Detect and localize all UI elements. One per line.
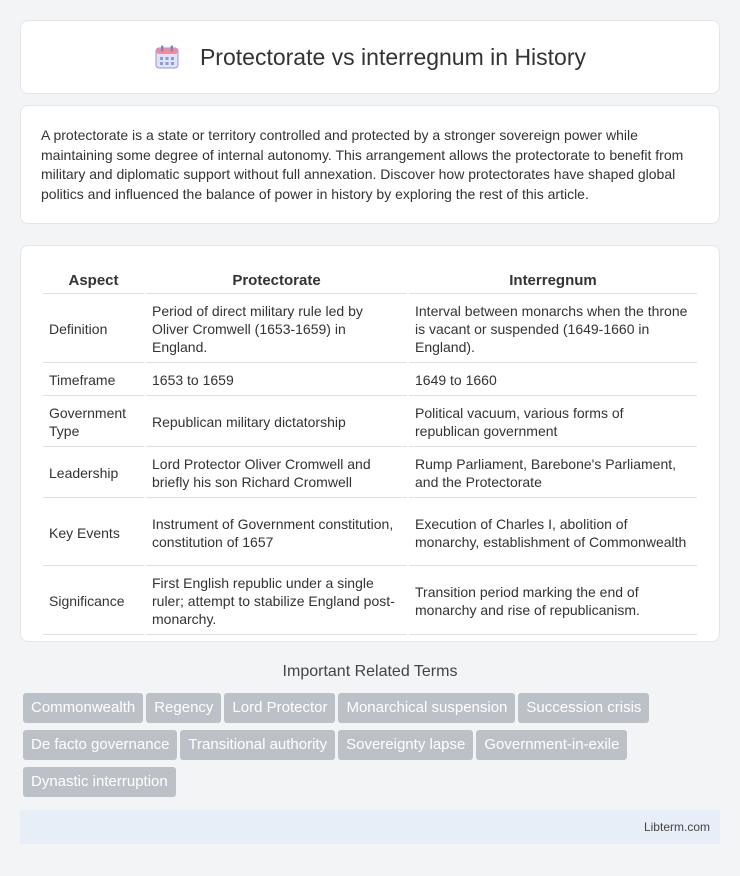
cell-interregnum: Transition period marking the end of monarchy and rise of republicanism. bbox=[409, 568, 697, 635]
cell-protectorate: 1653 to 1659 bbox=[146, 365, 407, 396]
header-protectorate: Protectorate bbox=[146, 268, 407, 294]
table-row bbox=[43, 500, 697, 566]
cell-interregnum: Rump Parliament, Barebone's Parliament, and the Protectorate bbox=[409, 449, 697, 498]
cell-aspect: Significance bbox=[43, 568, 144, 635]
header-interregnum: Interregnum bbox=[409, 268, 697, 294]
table-row bbox=[43, 296, 697, 363]
related-term-tag[interactable]: Transitional authority bbox=[180, 730, 335, 760]
page-header bbox=[20, 20, 720, 94]
cell-protectorate: Republican military dictatorship bbox=[146, 398, 407, 447]
table-row bbox=[43, 398, 697, 447]
cell-aspect: Timeframe bbox=[43, 365, 144, 396]
comparison-card bbox=[20, 245, 720, 642]
related-term-tag[interactable]: De facto governance bbox=[23, 730, 177, 760]
comparison-table bbox=[41, 266, 699, 637]
page-footer bbox=[20, 810, 720, 844]
table-row bbox=[43, 365, 697, 396]
related-terms-list bbox=[20, 693, 720, 804]
table-row bbox=[43, 449, 697, 498]
related-term-tag[interactable]: Lord Protector bbox=[224, 693, 335, 723]
intro-text: A protectorate is a state or territory controlled and protected by a stronger sovereign power while maintaining some degree of internal autonomy. This arrangement allows the protectorate to benefit from military and diplomatic support without full annexation. Discover how protectorates have shaped global politics and influenced the balance of power in history by exploring the rest of this article. bbox=[41, 127, 684, 202]
related-term-tag[interactable]: Dynastic interruption bbox=[23, 767, 176, 797]
header-aspect: Aspect bbox=[43, 268, 144, 294]
cell-aspect: Definition bbox=[43, 296, 144, 363]
cell-interregnum: Political vacuum, various forms of republican government bbox=[409, 398, 697, 447]
related-terms-title: Important Related Terms bbox=[282, 663, 458, 680]
related-term-tag[interactable]: Regency bbox=[146, 693, 221, 723]
table-header-row bbox=[43, 268, 697, 294]
calendar-icon bbox=[154, 44, 180, 70]
cell-protectorate: First English republic under a single ruler; attempt to stabilize England post-monarchy. bbox=[146, 568, 407, 635]
cell-protectorate: Lord Protector Oliver Cromwell and briefly his son Richard Cromwell bbox=[146, 449, 407, 498]
related-term-tag[interactable]: Government-in-exile bbox=[476, 730, 627, 760]
related-term-tag[interactable]: Sovereignty lapse bbox=[338, 730, 473, 760]
table-row bbox=[43, 568, 697, 635]
related-term-tag[interactable]: Monarchical suspension bbox=[338, 693, 515, 723]
cell-aspect: Key Events bbox=[43, 500, 144, 566]
footer-site-link[interactable]: Libterm.com bbox=[643, 820, 710, 834]
page-title: Protectorate vs interregnum in History bbox=[199, 43, 587, 70]
cell-aspect: Leadership bbox=[43, 449, 144, 498]
cell-protectorate: Period of direct military rule led by Oliver Cromwell (1653-1659) in England. bbox=[146, 296, 407, 363]
cell-interregnum: Execution of Charles I, abolition of monarchy, establishment of Commonwealth bbox=[409, 500, 697, 566]
cell-aspect: Government Type bbox=[43, 398, 144, 447]
cell-protectorate: Instrument of Government constitution, constitution of 1657 bbox=[146, 500, 407, 566]
cell-interregnum: 1649 to 1660 bbox=[409, 365, 697, 396]
cell-interregnum: Interval between monarchs when the throne is vacant or suspended (1649-1660 in England). bbox=[409, 296, 697, 363]
related-term-tag[interactable]: Succession crisis bbox=[518, 693, 649, 723]
related-term-tag[interactable]: Commonwealth bbox=[23, 693, 143, 723]
intro-card bbox=[20, 105, 720, 224]
